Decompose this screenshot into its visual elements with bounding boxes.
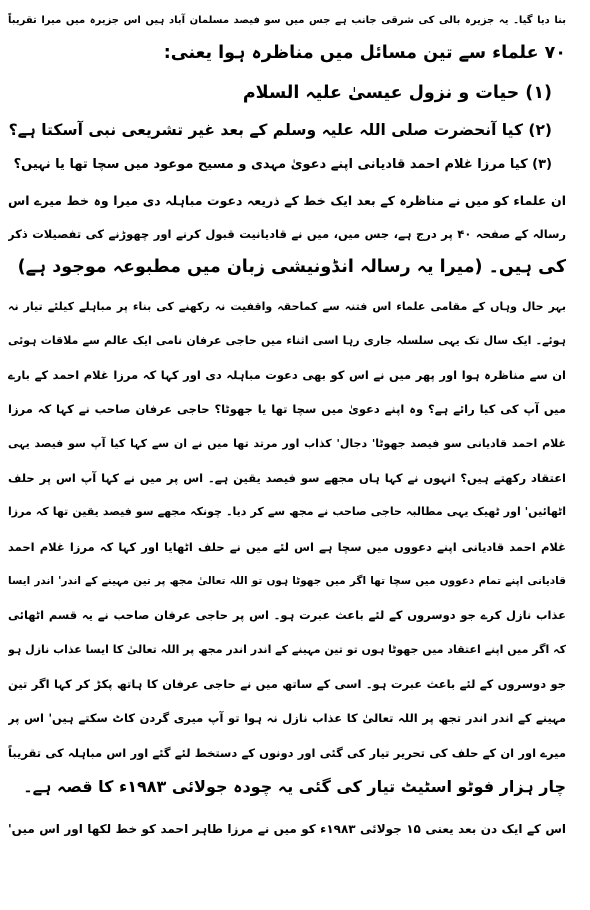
text-line-8: کی ہیں۔ (میرا یہ رسالہ انڈونیشی زبان میں مطبوعہ موجود ہے) <box>17 257 566 277</box>
text-line-9: بہر حال وہاں کے مقامی علماء اس فتنہ سے کماحقہ واقفیت نہ رکھنے کی بناء پر مباہلے کیلئے تیار نہ <box>8 300 566 313</box>
text-line-23: چار ہزار فوٹو اسٹیٹ تیار کی گئی یہ چودہ جولائی ۱۹۸۳ء کا قصہ ہے۔ <box>23 777 566 796</box>
text-line-10: ہوئے۔ ایک سال تک یہی سلسلہ جاری رہا اسی اثناء میں حاجی عرفان نامی ایک عالم سے ملاقات ہوئی <box>8 334 566 347</box>
text-line-16: غلام احمد قادیانی اپنے دعووں میں سچا ہے اس لئے میں نے حلف اٹھایا اور کہا کہ مرزا غلام احمد <box>8 540 566 554</box>
text-line-21: مہینے کے اندر اندر تجھ پر اللہ تعالیٰ کا عذاب نازل نہ ہوا تو آپ میری گردن کاٹ سکتے ہیں' اس پر <box>8 711 566 725</box>
text-line-7: رسالہ کے صفحہ ۴۰ پر درج ہے، جس میں، میں نے قادیانیت قبول کرنے اور چھوڑنے کی تفصیلات ذکر <box>8 227 566 241</box>
text-line-18: عذاب نازل کرے جو دوسروں کے لئے باعث عبرت ہو۔ اس پر حاجی عرفان صاحب نے یہ قسم اٹھائی <box>8 608 566 622</box>
text-line-6: ان علماء کو میں نے مناظرہ کے بعد ایک خط کے ذریعہ دعوت مباہلہ دی میرا وہ خط میرے اس <box>8 193 566 208</box>
text-line-17: قادیانی اپنے تمام دعووں میں سچا تھا اگر میں جھوٹا ہوں تو اللہ تعالیٰ مجھ پر تین مہینے کے اندر' اندر ایسا <box>8 575 566 587</box>
text-line-14: اعتقاد رکھتے ہیں؟ انہوں نے کہا ہاں مجھے سو فیصد یقین ہے۔ اس پر میں نے کہا آپ اس پر حلف <box>8 471 566 485</box>
text-line-24: اس کے ایک دن بعد یعنی ۱۵ جولائی ۱۹۸۳ء کو میں نے مرزا طاہر احمد کو خط لکھا اور اس میں' <box>8 822 566 836</box>
text-line-12: میں آپ کی کیا رائے ہے؟ وہ اپنے دعویٰ میں سچا تھا یا جھوٹا؟ حاجی عرفان صاحب نے کہا کہ مرزا <box>8 402 566 416</box>
text-line-19: کہ اگر میں اپنے اعتقاد میں جھوٹا ہوں تو تین مہینے کے اندر اندر مجھ پر اللہ تعالیٰ کا ایسا عذاب نازل ہو <box>8 643 566 656</box>
list-item-3: (۳) کیا مرزا غلام احمد قادیانی اپنے دعویٰ مہدی و مسیح موعود میں سچا تھا یا نہیں؟ <box>13 157 552 172</box>
text-line-15: اٹھائیں' اور ٹھیک یہی مطالبہ حاجی صاحب نے مجھ سے کر دیا۔ چونکہ مجھے سو فیصد یقین تھا کہ مرزا <box>8 505 566 518</box>
list-item-2: (۲) کیا آنحضرت صلی اللہ علیہ وسلم کے بعد غیر تشریعی نبی آسکتا ہے؟ <box>8 121 552 139</box>
text-line-11: ان سے مناظرہ ہوا اور پھر میں نے اس کو بھی دعوت مباہلہ دی اور کہا کہ مرزا غلام احمد کے بارے <box>8 368 566 382</box>
text-line-13: غلام احمد قادیانی سو فیصد جھوٹا' دجال' کذاب اور مرتد تھا میں نے ان سے کہا کیا آپ سو فیصد یہی <box>8 437 566 450</box>
list-item-1: (۱) حیات و نزول عیسیٰ علیہ السلام <box>242 83 552 103</box>
text-line-2: ۷۰ علماء سے تین مسائل میں مناظرہ ہوا یعنی: <box>163 43 566 63</box>
text-line-22: میرے اور ان کے حلف کی تحریر تیار کی گئی اور دونوں کے دستخط لئے گئے اور اس مباہلہ کی تقریباً <box>8 746 566 760</box>
text-line-20: جو دوسروں کے لئے باعث عبرت ہو۔ اسی کے ساتھ میں نے حاجی عرفان کا ہاتھ پکڑ کر کہا اگر تین <box>8 677 566 691</box>
text-line-1: بنا دیا گیا۔ یہ جزیرہ بالی کی شرقی جانب ہے جس میں سو فیصد مسلمان آباد ہیں اس جزیرہ میں میرا تقریباً <box>8 15 566 26</box>
